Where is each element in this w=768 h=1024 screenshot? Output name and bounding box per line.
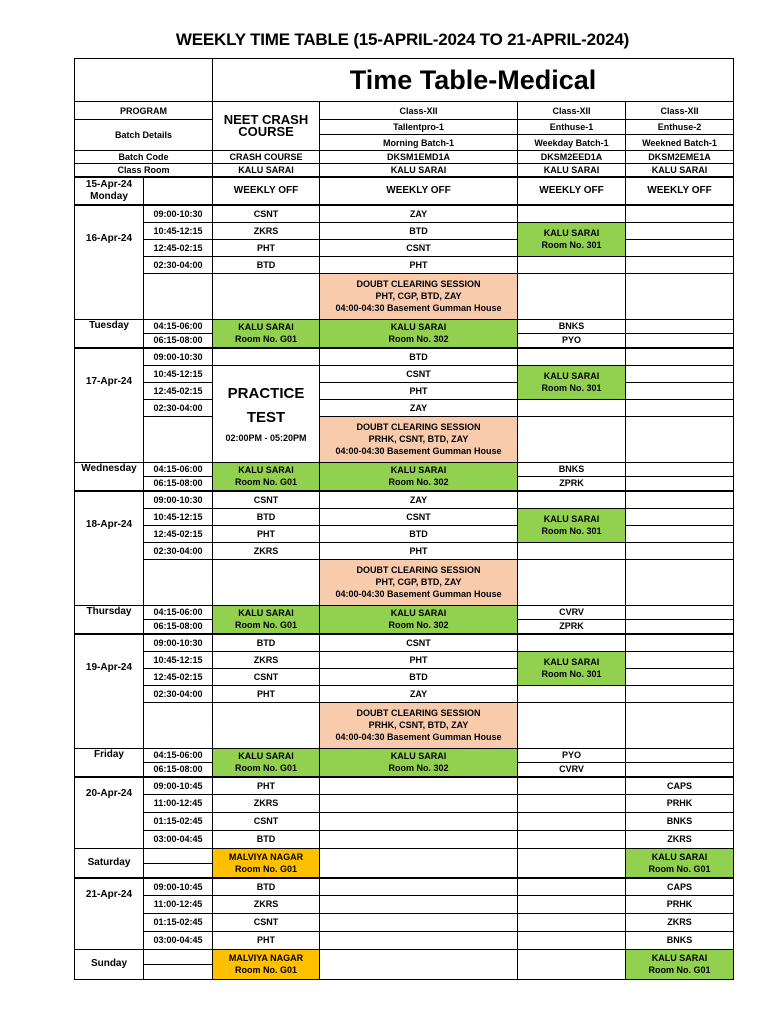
monday-off-d: WEEKLY OFF: [626, 177, 734, 205]
doubt-venue: 04:00-04:30 Basement Gumman House: [335, 732, 502, 742]
enthuse1-room-cell: [518, 651, 626, 685]
weekday-date-cell: [75, 634, 144, 748]
time-slot: 04:15-06:00: [144, 605, 213, 619]
crash-course-subject: ZKRS: [213, 794, 320, 812]
enthuse2-subject: [626, 222, 734, 239]
time-slot: 12:45-02:15: [144, 668, 213, 685]
monday-date-cell: [75, 177, 144, 205]
doubt-subjects: PRHK, CSNT, BTD, ZAY: [368, 720, 469, 730]
time-slot: 02:30-04:00: [144, 399, 213, 416]
enthuse1-room-cell: [518, 365, 626, 399]
enthuse1-subject: [518, 542, 626, 559]
weekday-date: 17-Apr-24: [85, 376, 133, 387]
time-slot-empty: [144, 848, 213, 863]
batch-details-label: Batch Details: [75, 120, 213, 151]
enthuse2-subject: [626, 462, 734, 476]
enthuse1-room-cell: [518, 508, 626, 542]
time-slot: 11:00-12:45: [144, 794, 213, 812]
room-number: Room No. G01: [648, 965, 711, 975]
enthuse2-subject: PRHK: [626, 895, 734, 913]
time-slot: 09:00-10:30: [144, 491, 213, 508]
enthuse2-subject: [626, 668, 734, 685]
col-c-class: Class-XII: [518, 102, 626, 120]
monday-date: 15-Apr-24: [85, 179, 133, 190]
time-slot: 06:15-08:00: [144, 333, 213, 348]
neet-crash-course-heading: NEET CRASH COURSE: [213, 102, 320, 151]
col-b-room: KALU SARAI: [320, 164, 518, 178]
weekend-date-cell: [75, 777, 144, 848]
col-c-code: DKSM2EED1A: [518, 151, 626, 164]
crash-course-subject: PHT: [213, 239, 320, 256]
enthuse2-subject: BNKS: [626, 812, 734, 830]
enthuse2-subject: [626, 634, 734, 651]
doubt-title: DOUBT CLEARING SESSION: [356, 279, 481, 289]
program-label: PROGRAM: [75, 102, 213, 120]
room-venue: KALU SARAI: [390, 322, 447, 333]
tallentpro-subject: ZAY: [320, 399, 518, 416]
enthuse1-subject: ZPRK: [518, 619, 626, 634]
room-venue: KALU SARAI: [651, 953, 708, 963]
weekday-date-cell: [75, 491, 144, 605]
doubt-empty-cell: [518, 702, 626, 748]
tallentpro-room-cell: [320, 319, 518, 348]
weekday-name-cell: [75, 748, 144, 777]
col-d-code: DKSM2EME1A: [626, 151, 734, 164]
col-b-class: Class-XII: [320, 102, 518, 120]
tallentpro-subject: [320, 830, 518, 848]
time-slot: 04:15-06:00: [144, 319, 213, 333]
monday-off-b: WEEKLY OFF: [320, 177, 518, 205]
enthuse2-subject: [626, 605, 734, 619]
enthuse1-room-cell: [518, 222, 626, 256]
weekday-name-cell: [75, 319, 144, 348]
time-slot: 12:45-02:15: [144, 239, 213, 256]
doubt-time-cell: [144, 416, 213, 462]
enthuse1-subject: [518, 895, 626, 913]
enthuse1-subject: [518, 685, 626, 702]
tallentpro-room-cell: [320, 605, 518, 634]
practice-empty-cell: [213, 348, 320, 365]
room-number: Room No. 302: [388, 763, 449, 774]
tallentpro-subject: CSNT: [320, 365, 518, 382]
doubt-empty-cell: [626, 273, 734, 319]
tallentpro-subject: PHT: [320, 651, 518, 668]
enthuse1-subject: CVRV: [518, 605, 626, 619]
room-venue: KALU SARAI: [390, 608, 447, 619]
enthuse1-empty: [518, 848, 626, 878]
practice-test-cell: [213, 365, 320, 462]
crash-course-subject: PHT: [213, 685, 320, 702]
enthuse2-subject: [626, 239, 734, 256]
weekday-date: 18-Apr-24: [85, 519, 133, 530]
enthuse1-subject: [518, 830, 626, 848]
crash-course-subject: BTD: [213, 878, 320, 895]
room-venue: KALU SARAI: [651, 851, 708, 862]
tallentpro-subject: [320, 812, 518, 830]
time-slot: 02:30-04:00: [144, 685, 213, 702]
col-a-code: CRASH COURSE: [213, 151, 320, 164]
tallentpro-subject: [320, 913, 518, 931]
col-a-room: KALU SARAI: [213, 164, 320, 178]
header-blank-cell: [75, 59, 213, 102]
crash-course-subject: CSNT: [213, 491, 320, 508]
room-venue: KALU SARAI: [543, 371, 600, 381]
room-venue: MALVIYA NAGAR: [228, 953, 304, 963]
monday-day: Monday: [90, 191, 128, 202]
enthuse2-subject: [626, 619, 734, 634]
tallentpro-subject: CSNT: [320, 634, 518, 651]
doubt-subjects: PRHK, CSNT, BTD, ZAY: [368, 434, 469, 444]
crash-room-cell: [213, 319, 320, 348]
enthuse1-subject: PYO: [518, 748, 626, 762]
crash-room-cell: [213, 605, 320, 634]
doubt-subjects: PHT, CGP, BTD, ZAY: [375, 577, 462, 587]
weekend-date: 21-Apr-24: [85, 889, 133, 900]
time-slot: 10:45-12:15: [144, 222, 213, 239]
doubt-empty-cell: [626, 702, 734, 748]
time-slot: 02:30-04:00: [144, 256, 213, 273]
crash-course-subject: BTD: [213, 830, 320, 848]
enthuse2-subject: PRHK: [626, 794, 734, 812]
col-d-room: KALU SARAI: [626, 164, 734, 178]
doubt-time-cell: [144, 702, 213, 748]
enthuse2-subject: [626, 476, 734, 491]
room-venue: KALU SARAI: [238, 322, 294, 333]
tallentpro-subject: PHT: [320, 256, 518, 273]
tallentpro-subject: BTD: [320, 668, 518, 685]
weekday-name: Friday: [93, 748, 124, 760]
time-slot: 06:15-08:00: [144, 476, 213, 491]
room-number: Room No. G01: [648, 863, 711, 874]
time-slot-empty: [144, 964, 213, 979]
malviya-room-cell: [213, 848, 320, 878]
crash-course-subject: ZKRS: [213, 222, 320, 239]
time-slot: 10:45-12:15: [144, 508, 213, 525]
doubt-time-cell: [144, 559, 213, 605]
weekend-date: 20-Apr-24: [85, 788, 133, 799]
doubt-subjects: PHT, CGP, BTD, ZAY: [375, 291, 462, 301]
enthuse2-subject: [626, 542, 734, 559]
time-slot-empty: [144, 949, 213, 964]
room-venue: KALU SARAI: [543, 514, 600, 524]
room-number: Room No. 302: [388, 620, 449, 631]
room-number: Room No. 301: [541, 526, 602, 536]
doubt-venue: 04:00-04:30 Basement Gumman House: [335, 589, 502, 599]
time-slot: 03:00-04:45: [144, 931, 213, 949]
enthuse1-subject: [518, 348, 626, 365]
room-venue: KALU SARAI: [238, 751, 294, 762]
enthuse2-subject: BNKS: [626, 931, 734, 949]
enthuse2-room-cell: [626, 949, 734, 979]
room-number: Room No. G01: [234, 334, 297, 345]
tallentpro-subject: BTD: [320, 222, 518, 239]
enthuse1-subject: [518, 256, 626, 273]
time-slot: 09:00-10:30: [144, 634, 213, 651]
doubt-venue: 04:00-04:30 Basement Gumman House: [335, 446, 502, 456]
crash-course-subject: CSNT: [213, 913, 320, 931]
room-number: Room No. G01: [234, 965, 297, 975]
room-venue: KALU SARAI: [238, 608, 294, 619]
tallentpro-subject: CSNT: [320, 239, 518, 256]
doubt-title: DOUBT CLEARING SESSION: [356, 565, 481, 575]
tallentpro-subject: ZAY: [320, 491, 518, 508]
room-venue: KALU SARAI: [543, 657, 600, 667]
time-slot: 09:00-10:45: [144, 878, 213, 895]
room-venue: KALU SARAI: [238, 465, 294, 476]
doubt-empty-cell: [626, 416, 734, 462]
crash-course-subject: ZKRS: [213, 651, 320, 668]
weekday-name-cell: [75, 605, 144, 634]
enthuse2-subject: [626, 651, 734, 668]
weekday-date-cell: [75, 348, 144, 462]
time-slot: 12:45-02:15: [144, 525, 213, 542]
enthuse2-subject: [626, 762, 734, 777]
crash-course-subject: BTD: [213, 256, 320, 273]
weekday-date: 16-Apr-24: [85, 233, 133, 244]
doubt-clearing-session: [320, 559, 518, 605]
enthuse1-subject: [518, 931, 626, 949]
class-room-label: Class Room: [75, 164, 213, 178]
col-c-room: KALU SARAI: [518, 164, 626, 178]
crash-course-subject: PHT: [213, 525, 320, 542]
room-number: Room No. 301: [541, 383, 602, 393]
doubt-clearing-session: [320, 702, 518, 748]
tallentpro-subject: BTD: [320, 348, 518, 365]
crash-course-subject: ZKRS: [213, 542, 320, 559]
room-number: Room No. 302: [388, 477, 449, 488]
enthuse2-subject: [626, 333, 734, 348]
enthuse1-subject: BNKS: [518, 462, 626, 476]
time-slot: 09:00-10:30: [144, 348, 213, 365]
time-slot: 01:15-02:45: [144, 913, 213, 931]
crash-course-subject: BTD: [213, 508, 320, 525]
col-d-class: Class-XII: [626, 102, 734, 120]
enthuse2-subject: [626, 382, 734, 399]
room-venue: KALU SARAI: [390, 751, 447, 762]
tallentpro-empty: [320, 848, 518, 878]
doubt-empty-cell: [213, 559, 320, 605]
enthuse1-subject: [518, 777, 626, 794]
weekend-day-cell: [75, 848, 144, 878]
timetable: [74, 58, 734, 980]
enthuse1-subject: [518, 634, 626, 651]
enthuse1-subject: [518, 399, 626, 416]
time-slot: 02:30-04:00: [144, 542, 213, 559]
col-b-batch: Morning Batch-1: [320, 135, 518, 151]
enthuse2-subject: CAPS: [626, 777, 734, 794]
time-slot: 09:00-10:30: [144, 205, 213, 222]
weekday-name-cell: [75, 462, 144, 491]
room-number: Room No. 301: [541, 240, 602, 250]
room-number: Room No. G01: [234, 477, 297, 488]
doubt-empty-cell: [213, 702, 320, 748]
weekend-date-cell: [75, 878, 144, 949]
doubt-empty-cell: [518, 559, 626, 605]
time-slot: 10:45-12:15: [144, 365, 213, 382]
doubt-venue: 04:00-04:30 Basement Gumman House: [335, 303, 502, 313]
enthuse2-subject: [626, 319, 734, 333]
room-venue: KALU SARAI: [543, 228, 600, 238]
enthuse1-subject: [518, 878, 626, 895]
enthuse1-empty: [518, 949, 626, 979]
col-d-program: Enthuse-2: [626, 120, 734, 135]
tallentpro-subject: [320, 777, 518, 794]
tallentpro-subject: [320, 878, 518, 895]
tallentpro-subject: CSNT: [320, 508, 518, 525]
enthuse2-subject: [626, 525, 734, 542]
practice-test-time: 02:00PM - 05:20PM: [225, 432, 307, 443]
time-slot: 10:45-12:15: [144, 651, 213, 668]
enthuse2-subject: [626, 685, 734, 702]
enthuse1-subject: PYO: [518, 333, 626, 348]
doubt-clearing-session: [320, 416, 518, 462]
enthuse2-subject: [626, 748, 734, 762]
enthuse2-subject: [626, 365, 734, 382]
enthuse1-subject: ZPRK: [518, 476, 626, 491]
enthuse2-subject: ZKRS: [626, 830, 734, 848]
weekday-date: 19-Apr-24: [85, 662, 133, 673]
doubt-empty-cell: [518, 416, 626, 462]
crash-course-subject: PHT: [213, 777, 320, 794]
room-number: Room No. G01: [234, 763, 297, 774]
enthuse1-subject: CVRV: [518, 762, 626, 777]
time-slot: 01:15-02:45: [144, 812, 213, 830]
time-slot: 06:15-08:00: [144, 762, 213, 777]
crash-room-cell: [213, 748, 320, 777]
enthuse1-subject: [518, 913, 626, 931]
tallentpro-subject: BTD: [320, 525, 518, 542]
enthuse1-subject: [518, 491, 626, 508]
col-d-batch: Weekned Batch-1: [626, 135, 734, 151]
enthuse2-subject: [626, 399, 734, 416]
room-number: Room No. G01: [234, 620, 297, 631]
doubt-title: DOUBT CLEARING SESSION: [356, 422, 481, 432]
monday-time-cell: [144, 177, 213, 205]
tallentpro-subject: [320, 895, 518, 913]
crash-course-subject: PHT: [213, 931, 320, 949]
enthuse2-room-cell: [626, 848, 734, 878]
tallentpro-subject: [320, 931, 518, 949]
room-venue: MALVIYA NAGAR: [228, 851, 304, 862]
enthuse2-subject: [626, 256, 734, 273]
batch-code-label: Batch Code: [75, 151, 213, 164]
enthuse1-subject: [518, 205, 626, 222]
weekday-name: Thursday: [86, 605, 132, 617]
weekend-day-cell: [75, 949, 144, 979]
practice-test-title: PRACTICE TEST: [227, 384, 305, 426]
weekday-name: Tuesday: [89, 319, 129, 331]
tallentpro-subject: ZAY: [320, 685, 518, 702]
time-slot: 03:00-04:45: [144, 830, 213, 848]
doubt-empty-cell: [626, 559, 734, 605]
tallentpro-room-cell: [320, 748, 518, 777]
monday-off-c: WEEKLY OFF: [518, 177, 626, 205]
crash-course-subject: CSNT: [213, 205, 320, 222]
crash-course-subject: CSNT: [213, 668, 320, 685]
timetable-title: Time Table-Medical: [213, 59, 734, 102]
col-b-code: DKSM1EMD1A: [320, 151, 518, 164]
col-b-program: Tallentpro-1: [320, 120, 518, 135]
room-venue: KALU SARAI: [390, 465, 447, 476]
time-slot: 12:45-02:15: [144, 382, 213, 399]
room-number: Room No. 301: [541, 669, 602, 679]
weekday-date-cell: [75, 205, 144, 319]
crash-course-subject: ZKRS: [213, 895, 320, 913]
tallentpro-room-cell: [320, 462, 518, 491]
tallentpro-subject: ZAY: [320, 205, 518, 222]
doubt-clearing-session: [320, 273, 518, 319]
time-slot: 04:15-06:00: [144, 462, 213, 476]
time-slot: 09:00-10:45: [144, 777, 213, 794]
crash-room-cell: [213, 462, 320, 491]
tallentpro-subject: PHT: [320, 382, 518, 399]
enthuse1-subject: BNKS: [518, 319, 626, 333]
room-number: Room No. G01: [234, 863, 297, 874]
weekend-day: Sunday: [90, 958, 128, 969]
tallentpro-subject: PHT: [320, 542, 518, 559]
doubt-empty-cell: [518, 273, 626, 319]
monday-off-a: WEEKLY OFF: [213, 177, 320, 205]
tallentpro-empty: [320, 949, 518, 979]
enthuse1-subject: [518, 794, 626, 812]
col-c-batch: Weekday Batch-1: [518, 135, 626, 151]
doubt-time-cell: [144, 273, 213, 319]
weekend-day: Saturday: [87, 856, 131, 868]
enthuse2-subject: CAPS: [626, 878, 734, 895]
malviya-room-cell: [213, 949, 320, 979]
doubt-empty-cell: [213, 273, 320, 319]
crash-course-subject: BTD: [213, 634, 320, 651]
time-slot: 04:15-06:00: [144, 748, 213, 762]
tallentpro-subject: [320, 794, 518, 812]
enthuse2-subject: [626, 205, 734, 222]
time-slot: 11:00-12:45: [144, 895, 213, 913]
time-slot: 06:15-08:00: [144, 619, 213, 634]
crash-course-subject: CSNT: [213, 812, 320, 830]
enthuse1-subject: [518, 812, 626, 830]
time-slot-empty: [144, 863, 213, 878]
col-c-program: Enthuse-1: [518, 120, 626, 135]
doubt-title: DOUBT CLEARING SESSION: [356, 708, 481, 718]
enthuse2-subject: [626, 508, 734, 525]
enthuse2-subject: [626, 491, 734, 508]
page-title: WEEKLY TIME TABLE (15-APRIL-2024 TO 21-APRIL-2024): [175, 30, 630, 49]
room-number: Room No. 302: [388, 334, 449, 345]
enthuse2-subject: [626, 348, 734, 365]
enthuse2-subject: ZKRS: [626, 913, 734, 931]
weekday-name: Wednesday: [81, 462, 137, 474]
